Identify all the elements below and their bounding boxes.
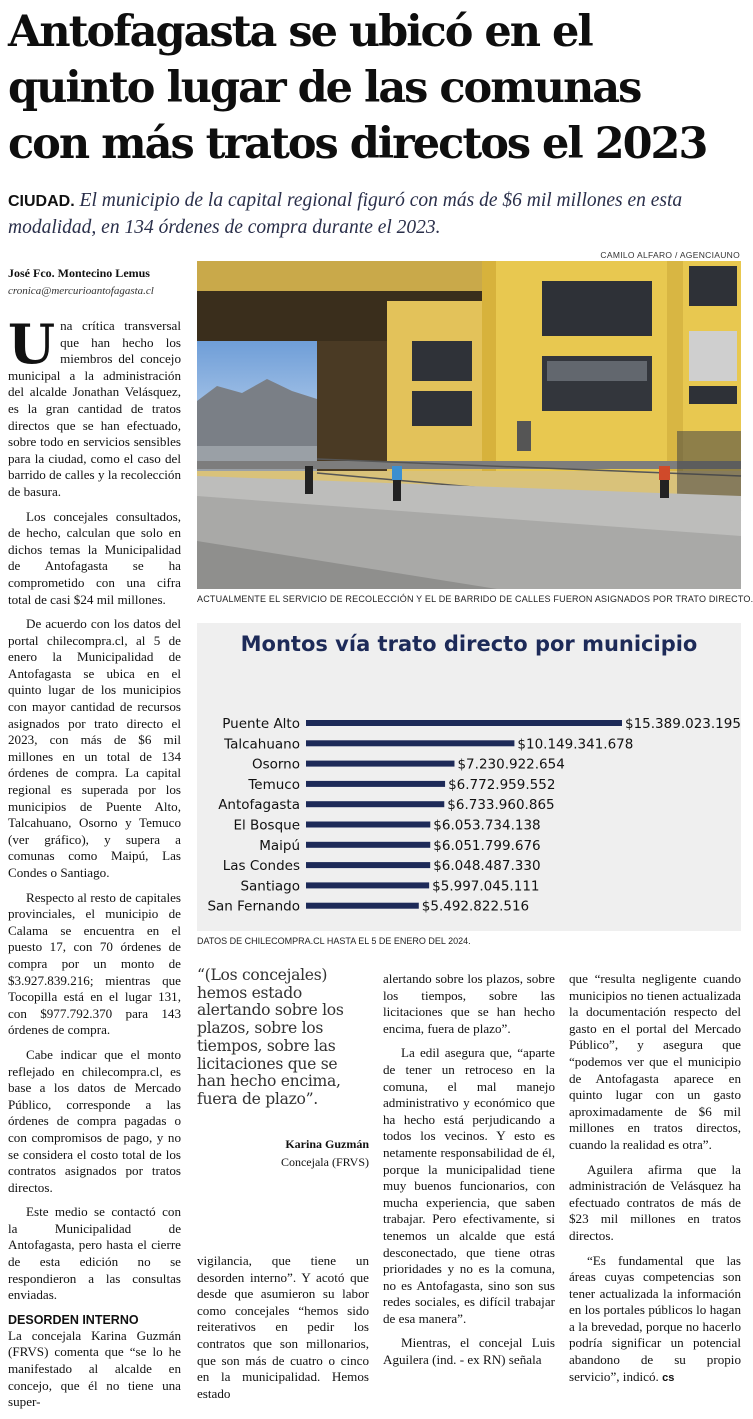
body-column-4 (569, 971, 741, 1394)
quote-author: Karina Guzmán (285, 1136, 369, 1151)
chart-category-label: Santiago (240, 878, 300, 895)
end-mark: cs (662, 1371, 675, 1384)
chart-category-label: Temuco (248, 776, 300, 793)
bar-chart (197, 623, 741, 931)
body-column-3 (383, 971, 555, 1377)
chart-category-label: Talcahuano (224, 736, 300, 753)
quote-role: Concejala (FRVS) (280, 1154, 369, 1169)
chart-bar (306, 761, 454, 767)
body-paragraph: De acuerdo con los datos del portal chilecompra.cl, al 5 de enero la Municipalidad de Antofagasta se ubica en el quinto lugar de los municipios con mayor cantidad de recursos asignados por trato directo el 2023, con más de $6 mil millones en un total de 134 órdenes de compra. La capital regional es superada por los municipios de Puente Alto, Talcahuano, Osorno y Temuco (ver gráfico), y supera a comunas como Maipú, Las Condes o Santiago. (8, 616, 181, 880)
chart-bar (306, 882, 429, 888)
byline (8, 266, 188, 299)
deck-text: El municipio de la capital regional figuró con más de $6 mil millones en esta modalidad, en 134 órdenes de compra durante el 2023. (8, 190, 683, 238)
photo-caption: ACTUALMENTE EL SERVICIO DE RECOLECCIÓN Y EL DE BARRIDO DE CALLES FUERON ASIGNADOS POR TRATO DIRECTO. (197, 594, 753, 604)
chart-value-label: $10.149.341.678 (517, 736, 634, 753)
headline-line: quinto lugar de las comunas (8, 63, 641, 113)
section-label: CIUDAD. (8, 193, 75, 210)
chart-bar (306, 740, 514, 746)
body-paragraph: Este medio se contactó con la Municipalidad de Antofagasta, pero hasta el cierre de esta edición no se respondieron a las consultas enviadas. (8, 1204, 181, 1303)
chart-bar (306, 720, 622, 726)
dropcap: U (8, 312, 56, 376)
chart-bar (306, 781, 445, 787)
chart-title: Montos vía trato directo por municipio (240, 632, 698, 656)
subhead: DESORDEN INTERNO (8, 1312, 139, 1327)
headline-line: Antofagasta se ubicó en el (8, 7, 592, 57)
chart-value-label: $5.492.822.516 (421, 898, 530, 915)
body-paragraph: vigilancia, que tiene un desorden interno”. Y acotó que desde que asumieron su labor como concejales “hemos sido reiterativos en pedir los contratos que son millonarios, que son más de cuatro o cinco en la municipalidad. Hemos estado (197, 1253, 369, 1401)
body-column-2 (197, 1253, 369, 1410)
body-paragraph: La edil asegura que, “aparte de tener un retroceso en la comuna, el mal manejo administrativo y económico que ha hecho está perjudicando a todos los vecinos. Y esto es netamente responsabilidad de él, porque la municipalidad tiene muy buenos funcionarios, con mucha experiencia, que saben trabajar. Pero efectivamente, si tenemos un alcalde que está desconectado, que tiene otras prioridades y no es la comuna, no es Antofagasta, sino son sus redes sociales, es difícil trabajar de esa manera”. (383, 1045, 555, 1326)
body-paragraph: La concejala Karina Guzmán (FRVS) comenta que “se lo he manifestado al alcalde en concejo, que él no tiene una super- (8, 1327, 181, 1410)
body-paragraph: Los concejales consultados, de hecho, calculan que solo en dichos temas la Municipalidad de Antofagasta se ha comprometido con una cifra total de casi $24 mil millones. (8, 508, 181, 607)
body-column-1 (8, 312, 181, 1419)
chart-value-label: $6.733.960.865 (447, 797, 555, 814)
chart-container (197, 623, 741, 931)
body-paragraph: Cabe indicar que el monto reflejado en chilecompra.cl, es base a los datos de Mercado Público, corresponde a las órdenes de compra pagadas o con compromisos de pago, y no se considera el costo total de los contratos asignados por tratos directos. (8, 1046, 181, 1195)
quote-text: “(Los concejales) hemos estado alertando sobre los plazos, sobre los tiempos, sobre las licitaciones que se han hecho encima, fuera de plazo”. (197, 966, 344, 1108)
chart-value-label: $5.997.045.111 (432, 878, 540, 895)
chart-bar (306, 903, 419, 909)
chart-category-label: Puente Alto (222, 716, 300, 732)
headline (8, 4, 743, 172)
chart-category-label: Maipú (259, 837, 300, 854)
building-illustration (197, 261, 741, 589)
author-name: José Fco. Montecino Lemus (8, 266, 150, 280)
body-paragraph: alertando sobre los plazos, sobre los tiempos, sobre las licitaciones que se han hecho encima, fuera de plazo”. (383, 971, 555, 1036)
body-paragraph: Aguilera afirma que la administración de Velásquez ha efectuado contratos de más de $23 mil millones en tratos directos. (569, 1161, 741, 1243)
chart-category-label: Osorno (251, 756, 300, 773)
body-paragraph: que “resulta negligente cuando municipios no tienen actualizada la documentación respecto del gasto en el portal del Mercado Público”, y asegura que “podemos ver que el municipio de Antofagasta aparece en quinto lugar con un gasto aproximadamente de $6 mil millones en tratos directos, cuando la realidad es otra”. (569, 971, 741, 1152)
article-photo (197, 261, 741, 589)
chart-value-label: $6.053.734.138 (433, 817, 541, 834)
chart-category-label: Las Condes (222, 858, 300, 875)
chart-value-label: $6.772.959.552 (448, 776, 556, 793)
body-paragraph: Respecto al resto de capitales provinciales, el municipio de Calama se encuentra en el puesto 17, con 70 órdenes de compra por un monto de $3.927.839.216; mientras que Tocopilla está en el lugar 131, con $977.792.370 para 143 órdenes de compra. (8, 889, 181, 1038)
body-paragraph: “Es fundamental que las áreas cuyas competencias son tener actualizada la información en los portales públicos lo hagan a la brevedad, porque no hacerlo podría significar un potencial abandono de su propio servicio”, indicó. cs (569, 1252, 741, 1384)
chart-category-label: El Bosque (233, 817, 300, 834)
chart-bar (306, 822, 430, 828)
pull-quote (197, 967, 369, 1170)
chart-value-label: $6.051.799.676 (433, 837, 541, 854)
headline-line: con más tratos directos el 2023 (8, 119, 707, 169)
chart-category-label: San Fernando (207, 898, 300, 915)
chart-bar (306, 862, 430, 868)
chart-value-label: $7.230.922.654 (457, 756, 565, 773)
body-paragraph: Una crítica transversal que han hecho los miembros del concejo municipal a la administración del alcalde Jonathan Velásquez, es la gran cantidad de tratos directos que se han efectuado, sobre todo en servicios sensibles para la ciudad, como el caso del barrido de calles y la recolección de basura. (8, 312, 181, 499)
body-paragraph: Mientras, el concejal Luis Aguilera (ind. - ex RN) señala (383, 1335, 555, 1368)
chart-value-label: $6.048.487.330 (433, 858, 541, 875)
chart-category-label: Antofagasta (218, 797, 300, 814)
photo-credit: CAMILO ALFARO / AGENCIAUNO (600, 250, 740, 260)
author-email: cronica@mercurioantofagasta.cl (8, 285, 154, 297)
deck (8, 188, 740, 241)
chart-bar (306, 801, 444, 807)
chart-value-label: $15.389.023.195 (625, 716, 741, 732)
chart-source: DATOS DE CHILECOMPRA.CL HASTA EL 5 DE ENERO DEL 2024. (197, 936, 471, 946)
chart-bar (306, 842, 430, 848)
